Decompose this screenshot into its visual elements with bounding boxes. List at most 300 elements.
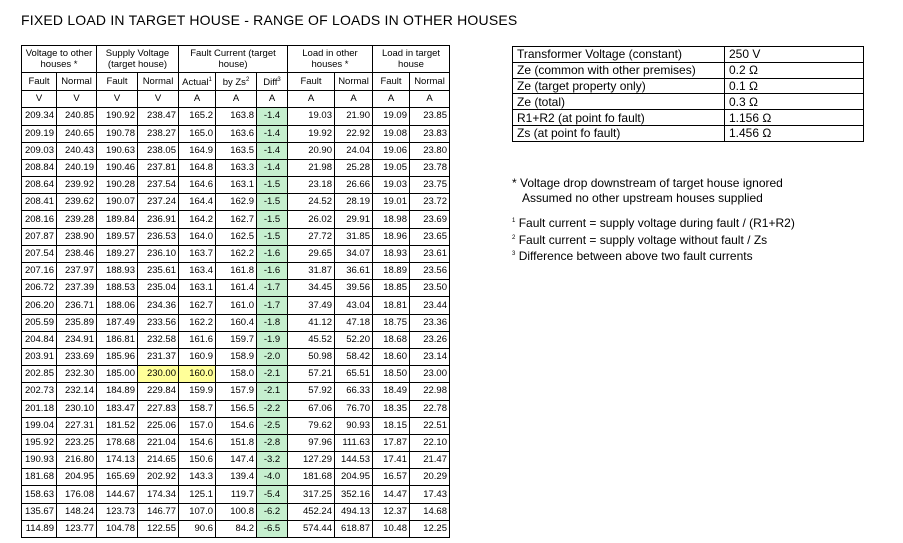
table-cell: 97.96	[288, 434, 335, 451]
header-fault-current: Fault Current (target house)	[179, 46, 288, 73]
table-row	[22, 348, 450, 365]
table-cell: 154.6	[216, 417, 257, 434]
table-cell: -6.5	[257, 520, 288, 537]
table-cell: 208.64	[22, 177, 57, 194]
table-cell: 23.69	[410, 211, 450, 228]
footnote-mark: 3	[277, 77, 281, 83]
table-cell: 34.07	[335, 245, 373, 262]
table-cell: 181.68	[288, 469, 335, 486]
table-cell: 240.65	[57, 125, 97, 142]
unit-cell: A	[179, 91, 216, 108]
parameter-row	[513, 62, 864, 78]
table-cell: 236.91	[138, 211, 179, 228]
table-cell: -3.2	[257, 452, 288, 469]
table-cell: 43.04	[335, 297, 373, 314]
table-cell: 19.09	[373, 108, 410, 125]
table-row	[22, 142, 450, 159]
table-cell: 207.16	[22, 263, 57, 280]
table-cell: 39.56	[335, 280, 373, 297]
table-cell: 163.8	[216, 108, 257, 125]
table-cell: 111.63	[335, 434, 373, 451]
table-cell: 201.18	[22, 400, 57, 417]
footnote-3	[512, 247, 795, 264]
table-cell: 239.28	[57, 211, 97, 228]
table-cell: -1.6	[257, 263, 288, 280]
table-cell: -2.1	[257, 366, 288, 383]
table-cell: 232.30	[57, 366, 97, 383]
table-cell: 23.78	[410, 159, 450, 176]
table-cell: 204.84	[22, 331, 57, 348]
table-row	[22, 263, 450, 280]
table-cell: 162.2	[179, 314, 216, 331]
table-cell: 158.63	[22, 486, 57, 503]
table-cell: -1.7	[257, 280, 288, 297]
table-cell: 158.0	[216, 366, 257, 383]
table-cell: 199.04	[22, 417, 57, 434]
table-cell: 23.36	[410, 314, 450, 331]
table-cell: 25.28	[335, 159, 373, 176]
table-cell: 164.6	[179, 177, 216, 194]
table-cell: -6.2	[257, 503, 288, 520]
table-cell: 14.47	[373, 486, 410, 503]
table-cell: 19.03	[373, 177, 410, 194]
table-cell: 10.48	[373, 520, 410, 537]
parameter-value: 0.2 Ω	[725, 62, 864, 78]
table-cell: 144.67	[97, 486, 138, 503]
table-cell: -1.5	[257, 194, 288, 211]
table-cell: 352.16	[335, 486, 373, 503]
table-cell: 160.9	[179, 348, 216, 365]
parameters-table	[512, 46, 864, 142]
table-row	[22, 177, 450, 194]
table-cell: -4.0	[257, 469, 288, 486]
table-cell: 79.62	[288, 417, 335, 434]
table-cell: 127.29	[288, 452, 335, 469]
parameter-row	[513, 47, 864, 63]
table-cell: 186.81	[97, 331, 138, 348]
table-cell: 23.61	[410, 245, 450, 262]
table-cell: 100.8	[216, 503, 257, 520]
table-cell: 18.49	[373, 383, 410, 400]
table-cell: 162.7	[179, 297, 216, 314]
table-cell: 125.1	[179, 486, 216, 503]
table-cell: 18.81	[373, 297, 410, 314]
table-cell: 123.73	[97, 503, 138, 520]
note-star-2: Assumed no other upstream houses supplied	[522, 190, 763, 205]
footnote-1-text: Fault current = supply voltage during fault / (R1+R2)	[518, 216, 795, 230]
table-cell: 189.27	[97, 245, 138, 262]
table-cell: 240.19	[57, 159, 97, 176]
table-cell: 27.72	[288, 228, 335, 245]
table-cell: 18.89	[373, 263, 410, 280]
table-cell: 190.93	[22, 452, 57, 469]
table-cell: 19.06	[373, 142, 410, 159]
table-row	[22, 125, 450, 142]
table-cell: 202.73	[22, 383, 57, 400]
table-cell: 164.0	[179, 228, 216, 245]
table-cell: 181.52	[97, 417, 138, 434]
table-cell: 37.49	[288, 297, 335, 314]
table-cell: 157.9	[216, 383, 257, 400]
table-cell: 58.42	[335, 348, 373, 365]
table-cell: 195.92	[22, 434, 57, 451]
table-cell: 76.70	[335, 400, 373, 417]
table-cell: 23.14	[410, 348, 450, 365]
table-cell: 227.31	[57, 417, 97, 434]
table-cell: 23.00	[410, 366, 450, 383]
table-cell: 176.08	[57, 486, 97, 503]
table-cell: 19.03	[288, 108, 335, 125]
table-cell: 206.72	[22, 280, 57, 297]
table-cell: 154.6	[179, 434, 216, 451]
table-cell: 184.89	[97, 383, 138, 400]
table-cell: -1.5	[257, 228, 288, 245]
table-cell: 162.7	[216, 211, 257, 228]
table-cell: 161.6	[179, 331, 216, 348]
table-cell: 12.25	[410, 520, 450, 537]
table-cell: 23.26	[410, 331, 450, 348]
footnote-2-text: Fault current = supply voltage without fault / Zs	[518, 232, 768, 247]
table-cell: 237.24	[138, 194, 179, 211]
table-cell: 16.57	[373, 469, 410, 486]
table-cell: 202.85	[22, 366, 57, 383]
table-cell: 21.47	[410, 452, 450, 469]
parameter-value: 250 V	[725, 47, 864, 63]
table-cell: 239.62	[57, 194, 97, 211]
table-row	[22, 469, 450, 486]
parameters-body	[513, 47, 864, 142]
table-row	[22, 486, 450, 503]
table-cell: -1.5	[257, 177, 288, 194]
table-cell: 206.20	[22, 297, 57, 314]
table-cell: 185.96	[97, 348, 138, 365]
table-cell: 190.63	[97, 142, 138, 159]
table-cell: 104.78	[97, 520, 138, 537]
table-cell: 23.18	[288, 177, 335, 194]
table-cell: -2.8	[257, 434, 288, 451]
table-cell: 66.33	[335, 383, 373, 400]
table-cell: 237.39	[57, 280, 97, 297]
table-cell: 45.52	[288, 331, 335, 348]
table-cell: 163.6	[216, 125, 257, 142]
table-cell: 164.2	[179, 211, 216, 228]
table-cell: 24.04	[335, 142, 373, 159]
table-cell: 204.95	[57, 469, 97, 486]
table-cell: 189.57	[97, 228, 138, 245]
table-cell: 159.9	[179, 383, 216, 400]
table-row	[22, 108, 450, 125]
table-cell: 90.93	[335, 417, 373, 434]
unit-cell: A	[410, 91, 450, 108]
parameter-row	[513, 110, 864, 126]
table-cell: 207.54	[22, 245, 57, 262]
table-cell: 190.28	[97, 177, 138, 194]
parameter-label: Transformer Voltage (constant)	[513, 47, 725, 63]
table-cell: 31.87	[288, 263, 335, 280]
table-cell: 208.84	[22, 159, 57, 176]
table-cell: 162.9	[216, 194, 257, 211]
table-cell: 23.65	[410, 228, 450, 245]
table-cell: 161.8	[216, 263, 257, 280]
table-cell: 190.92	[97, 108, 138, 125]
table-cell: 233.69	[57, 348, 97, 365]
table-cell: 160.0	[179, 366, 216, 383]
table-cell: 14.68	[410, 503, 450, 520]
table-cell: 574.44	[288, 520, 335, 537]
table-cell: 234.36	[138, 297, 179, 314]
table-cell: 23.44	[410, 297, 450, 314]
subheader-normal: Normal	[138, 73, 179, 91]
unit-cell: V	[97, 91, 138, 108]
table-cell: 90.6	[179, 520, 216, 537]
table-cell: 237.54	[138, 177, 179, 194]
table-cell: 208.41	[22, 194, 57, 211]
table-cell: 161.4	[216, 280, 257, 297]
table-cell: 20.29	[410, 469, 450, 486]
table-cell: 28.19	[335, 194, 373, 211]
table-row	[22, 383, 450, 400]
footnote-mark: 2	[245, 77, 250, 83]
results-table	[21, 45, 450, 538]
parameter-label: Zs (at point fo fault)	[513, 125, 725, 141]
table-cell: 203.91	[22, 348, 57, 365]
table-cell: 160.4	[216, 314, 257, 331]
table-cell: 19.08	[373, 125, 410, 142]
footnote-mark: 1	[512, 218, 516, 224]
table-row	[22, 400, 450, 417]
unit-cell: V	[57, 91, 97, 108]
table-cell: 209.34	[22, 108, 57, 125]
table-cell: 235.04	[138, 280, 179, 297]
table-row	[22, 520, 450, 537]
footnote-mark: 2	[512, 234, 516, 241]
table-cell: 23.56	[410, 263, 450, 280]
table-cell: -2.2	[257, 400, 288, 417]
table-row	[22, 366, 450, 383]
table-cell: 227.83	[138, 400, 179, 417]
units-row	[22, 91, 450, 108]
table-cell: 23.83	[410, 125, 450, 142]
parameter-row	[513, 125, 864, 141]
table-cell: 144.53	[335, 452, 373, 469]
table-cell: 240.43	[57, 142, 97, 159]
table-cell: -2.0	[257, 348, 288, 365]
table-cell: 157.0	[179, 417, 216, 434]
table-cell: 208.16	[22, 211, 57, 228]
table-cell: 225.06	[138, 417, 179, 434]
table-cell: 65.51	[335, 366, 373, 383]
table-cell: -1.8	[257, 314, 288, 331]
table-cell: 119.7	[216, 486, 257, 503]
table-cell: 22.51	[410, 417, 450, 434]
table-cell: 494.13	[335, 503, 373, 520]
table-cell: 139.4	[216, 469, 257, 486]
table-cell: 41.12	[288, 314, 335, 331]
table-cell: 229.84	[138, 383, 179, 400]
table-cell: 31.85	[335, 228, 373, 245]
table-cell: 163.1	[216, 177, 257, 194]
header-supply-voltage: Supply Voltage (target house)	[97, 46, 179, 73]
subheader-by-zs-label: by Zs	[222, 77, 246, 89]
table-cell: 114.89	[22, 520, 57, 537]
table-row	[22, 434, 450, 451]
subheader-by-zs	[216, 73, 257, 91]
parameter-row	[513, 94, 864, 110]
table-cell: 237.97	[57, 263, 97, 280]
table-cell: 230.10	[57, 400, 97, 417]
table-cell: 18.96	[373, 228, 410, 245]
table-cell: 188.06	[97, 297, 138, 314]
header-load-other: Load in other houses *	[288, 46, 373, 73]
header-voltage-other: Voltage to other houses *	[22, 46, 97, 73]
table-cell: 209.19	[22, 125, 57, 142]
table-cell: 23.85	[410, 108, 450, 125]
table-cell: 163.7	[179, 245, 216, 262]
table-cell: -1.7	[257, 297, 288, 314]
table-cell: 19.05	[373, 159, 410, 176]
table-row	[22, 452, 450, 469]
table-cell: 163.3	[216, 159, 257, 176]
table-cell: 19.01	[373, 194, 410, 211]
table-cell: 17.43	[410, 486, 450, 503]
header-load-target: Load in target house	[373, 46, 450, 73]
table-cell: 158.7	[179, 400, 216, 417]
table-cell: 18.50	[373, 366, 410, 383]
table-cell: 26.02	[288, 211, 335, 228]
table-cell: 22.98	[410, 383, 450, 400]
table-cell: 235.61	[138, 263, 179, 280]
table-cell: 207.87	[22, 228, 57, 245]
table-cell: 452.24	[288, 503, 335, 520]
table-cell: 67.06	[288, 400, 335, 417]
table-cell: 190.78	[97, 125, 138, 142]
table-cell: 23.75	[410, 177, 450, 194]
table-cell: 122.55	[138, 520, 179, 537]
table-cell: 235.89	[57, 314, 97, 331]
table-cell: 163.1	[179, 280, 216, 297]
table-cell: 52.20	[335, 331, 373, 348]
table-cell: 183.47	[97, 400, 138, 417]
table-cell: 19.92	[288, 125, 335, 142]
table-cell: 18.93	[373, 245, 410, 262]
notes	[512, 176, 795, 264]
table-cell: 47.18	[335, 314, 373, 331]
table-cell: -1.4	[257, 125, 288, 142]
table-cell: 162.2	[216, 245, 257, 262]
table-cell: 188.53	[97, 280, 138, 297]
table-cell: 204.95	[335, 469, 373, 486]
table-row	[22, 211, 450, 228]
table-cell: -5.4	[257, 486, 288, 503]
table-cell: 209.03	[22, 142, 57, 159]
table-cell: 164.4	[179, 194, 216, 211]
table-cell: 238.47	[138, 108, 179, 125]
subheader-fault: Fault	[288, 73, 335, 91]
table-cell: 236.71	[57, 297, 97, 314]
table-row	[22, 417, 450, 434]
table-cell: 174.34	[138, 486, 179, 503]
table-cell: -1.6	[257, 245, 288, 262]
subheader-fault: Fault	[22, 73, 57, 91]
table-cell: 205.59	[22, 314, 57, 331]
table-cell: 234.91	[57, 331, 97, 348]
table-cell: 23.50	[410, 280, 450, 297]
table-cell: 150.6	[179, 452, 216, 469]
table-cell: 238.05	[138, 142, 179, 159]
unit-cell: V	[138, 91, 179, 108]
table-cell: 236.53	[138, 228, 179, 245]
table-cell: 202.92	[138, 469, 179, 486]
table-row	[22, 194, 450, 211]
parameter-label: R1+R2 (at point fo fault)	[513, 110, 725, 126]
unit-cell: A	[373, 91, 410, 108]
table-cell: 147.4	[216, 452, 257, 469]
table-cell: 161.0	[216, 297, 257, 314]
table-cell: 18.68	[373, 331, 410, 348]
table-row	[22, 280, 450, 297]
table-cell: 57.92	[288, 383, 335, 400]
table-cell: -2.5	[257, 417, 288, 434]
parameter-value: 1.456 Ω	[725, 125, 864, 141]
parameter-label: Ze (total)	[513, 94, 725, 110]
table-cell: 22.78	[410, 400, 450, 417]
table-cell: 17.87	[373, 434, 410, 451]
table-cell: 165.69	[97, 469, 138, 486]
table-cell: 164.8	[179, 159, 216, 176]
table-cell: 29.65	[288, 245, 335, 262]
parameter-label: Ze (common with other premises)	[513, 62, 725, 78]
table-body	[22, 108, 450, 538]
table-cell: 135.67	[22, 503, 57, 520]
page-title: FIXED LOAD IN TARGET HOUSE - RANGE OF LOADS IN OTHER HOUSES	[21, 12, 518, 28]
table-cell: 618.87	[335, 520, 373, 537]
table-cell: 143.3	[179, 469, 216, 486]
table-cell: 230.00	[138, 366, 179, 383]
table-cell: 21.98	[288, 159, 335, 176]
footnote-1	[512, 214, 795, 231]
subheader-diff-label: Diff	[263, 77, 278, 89]
table-cell: 163.5	[216, 142, 257, 159]
table-cell: 231.37	[138, 348, 179, 365]
table-cell: 146.77	[138, 503, 179, 520]
subheader-diff	[257, 73, 288, 91]
table-row	[22, 228, 450, 245]
table-cell: 221.04	[138, 434, 179, 451]
table-cell: 50.98	[288, 348, 335, 365]
table-cell: 233.56	[138, 314, 179, 331]
table-cell: 239.92	[57, 177, 97, 194]
table-cell: 12.37	[373, 503, 410, 520]
table-cell: 238.27	[138, 125, 179, 142]
table-cell: 18.60	[373, 348, 410, 365]
table-cell: 190.46	[97, 159, 138, 176]
table-cell: 21.90	[335, 108, 373, 125]
subheader-actual	[179, 73, 216, 91]
table-cell: 18.75	[373, 314, 410, 331]
unit-cell: A	[257, 91, 288, 108]
table-cell: 240.85	[57, 108, 97, 125]
table-cell: 107.0	[179, 503, 216, 520]
footnote-mark: 3	[512, 251, 516, 257]
table-cell: 238.46	[57, 245, 97, 262]
table-cell: 185.00	[97, 366, 138, 383]
table-cell: 18.85	[373, 280, 410, 297]
table-cell: 189.84	[97, 211, 138, 228]
table-cell: 163.4	[179, 263, 216, 280]
table-cell: 148.24	[57, 503, 97, 520]
table-cell: 123.77	[57, 520, 97, 537]
parameter-value: 1.156 Ω	[725, 110, 864, 126]
